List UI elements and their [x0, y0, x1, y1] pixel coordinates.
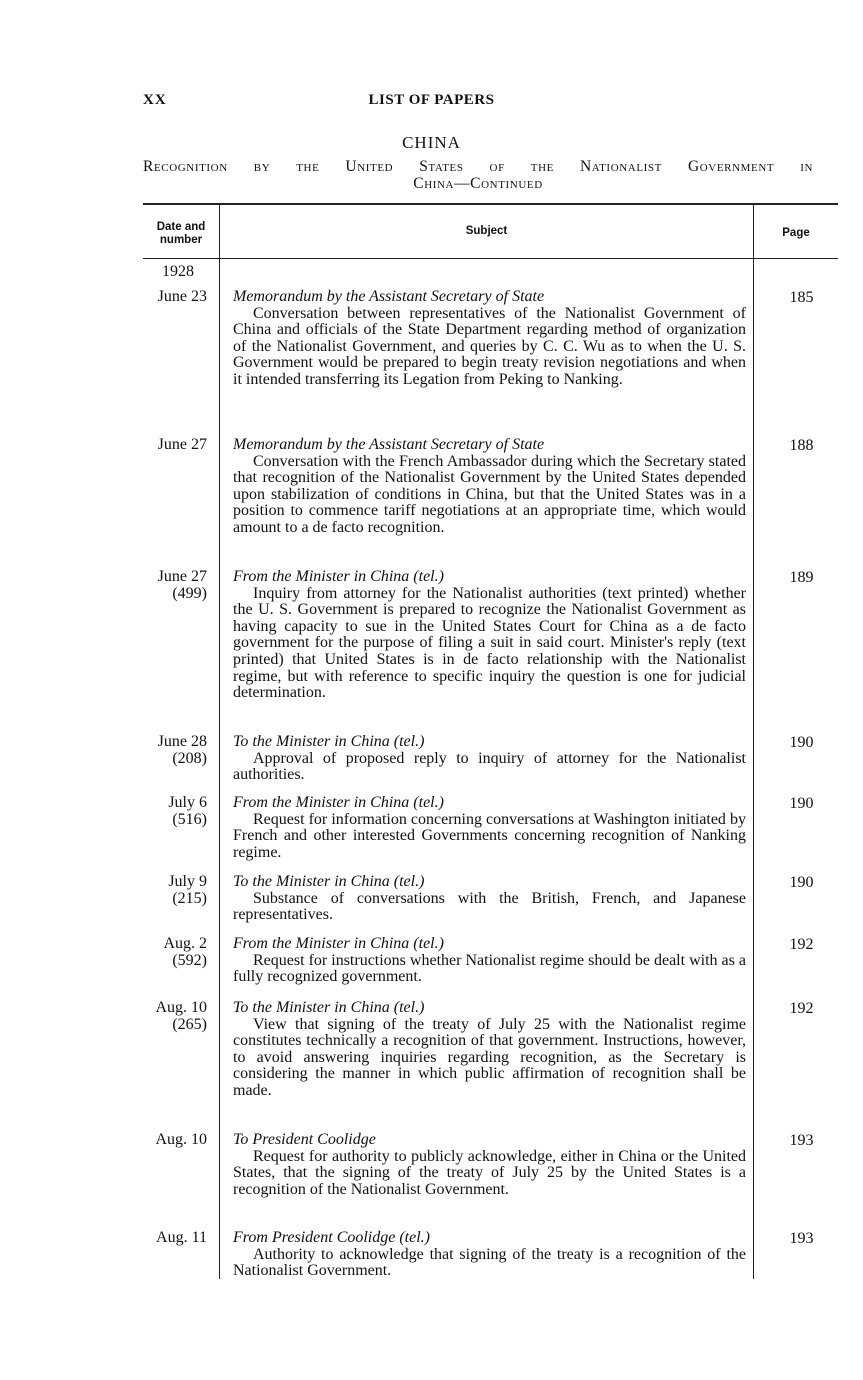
entry-subject	[233, 734, 746, 784]
entry-date	[143, 734, 213, 767]
entry-subject	[233, 1132, 746, 1198]
entry-subject	[233, 1230, 746, 1280]
section-title-line1: Recognition by the United States of the Nationalist Government in	[143, 158, 813, 175]
entry-subject	[233, 874, 746, 924]
entry-page: 185	[789, 289, 814, 306]
entry-date-text: June 27	[157, 436, 207, 453]
entry-date-text: June 28	[157, 733, 207, 750]
entry-page: 190	[789, 734, 814, 751]
entry-description: Approval of proposed reply to inquiry of attorney for the Nationalist authorities.	[233, 749, 746, 784]
section-title-line2: China—Continued	[413, 175, 543, 192]
entry-date	[143, 874, 213, 907]
entry-subject	[233, 569, 746, 702]
entry-title: To the Minister in China (tel.)	[233, 999, 425, 1016]
entry-title: To the Minister in China (tel.)	[233, 873, 425, 890]
entry-date	[143, 437, 213, 454]
entry-date-text: July 6	[168, 794, 207, 811]
entry-date	[143, 795, 213, 828]
entry-page: 192	[789, 936, 814, 953]
entry-subject	[233, 795, 746, 861]
table-header-rule	[143, 258, 838, 259]
entry-date-text: Aug. 10	[155, 999, 207, 1016]
entry-description: Inquiry from attorney for the Nationalist authorities (text printed) whether the U. S. Government is prepared to recognize the Nationalist Government as having capacity to sue in the United States Court for China as a de facto government for the purpose of filing a suit in said court. Minister's reply (text printed) that United States is in de facto relationship with the Nationalist regime, but with reference to specific inquiry the question is one for judicial determination.	[233, 584, 746, 702]
entry-subject	[233, 437, 746, 537]
entry-page: 192	[789, 1000, 814, 1017]
entry-page: 189	[789, 569, 814, 586]
entry-number: (499)	[172, 584, 207, 602]
entry-date	[143, 1230, 213, 1247]
entry-title: From the Minister in China (tel.)	[233, 935, 444, 952]
entry-description: Substance of conversations with the British, French, and Japanese representatives.	[233, 889, 746, 924]
running-title: LIST OF PAPERS	[368, 92, 495, 108]
entry-description: Conversation with the French Ambassador during which the Secretary stated that recognition of the Nationalist Government by the United States depended upon stabilization of conditions in China, but that the United States was in a position to commence tariff negotiations at an appropriate time, which would amount to a de facto recognition.	[233, 452, 746, 536]
entry-date-text: June 27	[157, 568, 207, 585]
entry-page: 193	[789, 1230, 814, 1247]
year-label: 1928	[162, 263, 194, 280]
section-title	[143, 158, 813, 192]
table-top-rule	[143, 203, 838, 205]
entry-description: Request for instructions whether Nationalist regime should be dealt with as a fully recognized government.	[233, 951, 746, 986]
entry-number: (516)	[172, 810, 207, 828]
entry-page: 190	[789, 795, 814, 812]
entry-title: Memorandum by the Assistant Secretary of State	[233, 288, 545, 305]
entry-title: To the Minister in China (tel.)	[233, 733, 425, 750]
country-heading: CHINA	[402, 133, 461, 152]
entry-subject	[233, 1000, 746, 1100]
entry-number: (215)	[172, 889, 207, 907]
running-header	[0, 92, 863, 112]
entry-subject	[233, 936, 746, 986]
entry-date	[143, 936, 213, 969]
entry-date	[143, 569, 213, 602]
entry-description: Request for information concerning conversations at Washington initiated by French and other interested Governments concerning recognition of Nanking regime.	[233, 810, 746, 861]
entry-date-text: Aug. 10	[155, 1131, 207, 1148]
header-page: Page	[782, 227, 810, 239]
entry-date-text: Aug. 2	[163, 935, 207, 952]
entry-description: Authority to acknowledge that signing of the treaty is a recognition of the Nationalist Government.	[233, 1245, 746, 1280]
entry-title: From the Minister in China (tel.)	[233, 568, 444, 585]
entry-page: 188	[789, 437, 814, 454]
entry-date	[143, 289, 213, 306]
entry-number: (265)	[172, 1015, 207, 1033]
entry-page: 193	[789, 1132, 814, 1149]
entry-number: (208)	[172, 749, 207, 767]
entry-date	[143, 1000, 213, 1033]
entry-date	[143, 1132, 213, 1149]
entry-date-text: June 23	[157, 288, 207, 305]
entry-date-text: July 9	[168, 873, 207, 890]
header-date-number: Date and number	[156, 221, 206, 246]
entry-title: From the Minister in China (tel.)	[233, 794, 444, 811]
header-subject: Subject	[465, 225, 508, 237]
entry-title: From President Coolidge (tel.)	[233, 1229, 430, 1246]
entry-description: Conversation between representatives of the Nationalist Government of China and officials of the State Department regarding method of organization of the Nationalist Government, and queries by C. C. Wu as to when the U. S. Government would be prepared to begin treaty revision negotiations and when it intended transferring its Legation from Peking to Nanking.	[233, 304, 746, 388]
entry-page: 190	[789, 874, 814, 891]
entry-date-text: Aug. 11	[156, 1229, 207, 1246]
entry-title: Memorandum by the Assistant Secretary of State	[233, 436, 545, 453]
entry-description: Request for authority to publicly acknowledge, either in China or the United States, that the signing of the treaty of July 25 by the United States is a recognition of the Nationalist Government.	[233, 1147, 746, 1198]
entry-description: View that signing of the treaty of July 25 with the Nationalist regime constitutes technically a recognition of that government. Instructions, however, to avoid answering inquiries regarding recognition, as the Secretary is considering the manner in which public affirmation of recognition shall be made.	[233, 1015, 746, 1099]
papers-table	[143, 203, 838, 1283]
entry-number: (592)	[172, 951, 207, 969]
entry-subject	[233, 289, 746, 389]
entry-title: To President Coolidge	[233, 1131, 376, 1148]
column-divider-date	[219, 203, 220, 1279]
page-number: XX	[143, 92, 167, 108]
